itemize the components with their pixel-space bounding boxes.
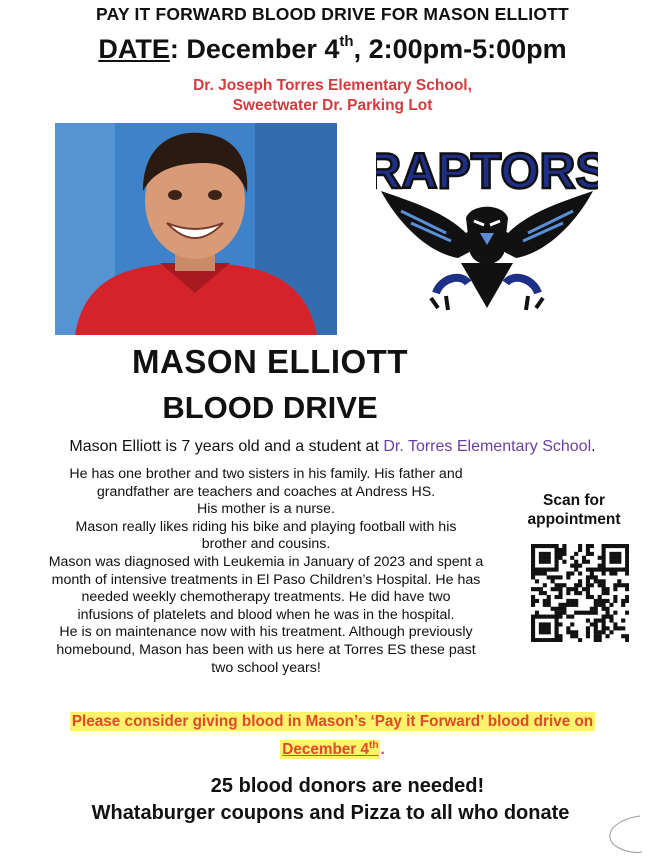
scan-line-2: appointment: [527, 511, 621, 528]
scan-label: [512, 491, 636, 529]
appointment-qr-code[interactable]: [531, 544, 629, 642]
pen-mark: [600, 808, 650, 858]
story-line: His mother is a nurse.: [197, 501, 335, 518]
child-photo: [55, 123, 337, 335]
story-line: He has one brother and two sisters in his family. His father and: [69, 466, 463, 482]
donors-needed: 25 blood donors are needed!: [210, 775, 485, 797]
date-time: , 2:00pm-5:00pm: [353, 34, 567, 64]
intro-after: .: [591, 438, 596, 455]
story-line: needed weekly chemotherapy treatments. He did have two: [81, 589, 451, 606]
story-text: [16, 466, 516, 677]
donation-rewards: Whataburger coupons and Pizza to all who donate: [91, 802, 570, 824]
intro-line: [0, 438, 665, 456]
flyer-title: PAY IT FORWARD BLOOD DRIVE FOR MASON ELLIOTT: [96, 4, 569, 24]
story-line: two school years!: [211, 659, 321, 676]
raptors-logo: [376, 133, 598, 323]
date-suffix: th: [339, 33, 354, 50]
heading-drive: BLOOD DRIVE: [162, 390, 378, 425]
logo-text: RAPTORS: [376, 143, 598, 199]
event-date: [0, 34, 665, 65]
story-line: month of intensive treatments in El Paso Children’s Hospital. He has: [51, 571, 481, 588]
story-line: homebound, Mason has been with us here at Torres ES these past: [56, 641, 476, 658]
heading-name: MASON ELLIOTT: [132, 343, 408, 380]
intro-before: Mason Elliott is 7 years old and a student at: [69, 438, 384, 455]
story-line: Mason really likes riding his bike and playing football with his: [75, 518, 457, 535]
appeal-line-1: Please consider giving blood in Mason’s ‘Pay it Forward’ blood drive on: [71, 713, 594, 730]
story-line: grandfather are teachers and coaches at Andress HS.: [96, 483, 436, 500]
appeal-text: [0, 710, 665, 762]
story-line: Mason was diagnosed with Leukemia in January of 2023 and spent a: [48, 553, 484, 570]
location-line-1: Dr. Joseph Torres Elementary School,: [193, 77, 472, 94]
date-day: December 4: [178, 34, 340, 64]
appeal-date: December 4th: [282, 740, 379, 759]
appeal-end: .: [380, 741, 385, 759]
story-line: He is on maintenance now with his treatment. Although previously: [59, 624, 473, 641]
scan-line-1: Scan for: [542, 492, 605, 509]
location-line-2: Sweetwater Dr. Parking Lot: [232, 97, 433, 114]
story-line: infusions of platelets and blood when he was in the hospital.: [77, 606, 455, 623]
story-line: brother and cousins.: [201, 536, 331, 553]
date-label: DATE: [98, 34, 170, 64]
school-name: Dr. Torres Elementary School: [383, 438, 592, 455]
date-colon: :: [169, 34, 179, 64]
